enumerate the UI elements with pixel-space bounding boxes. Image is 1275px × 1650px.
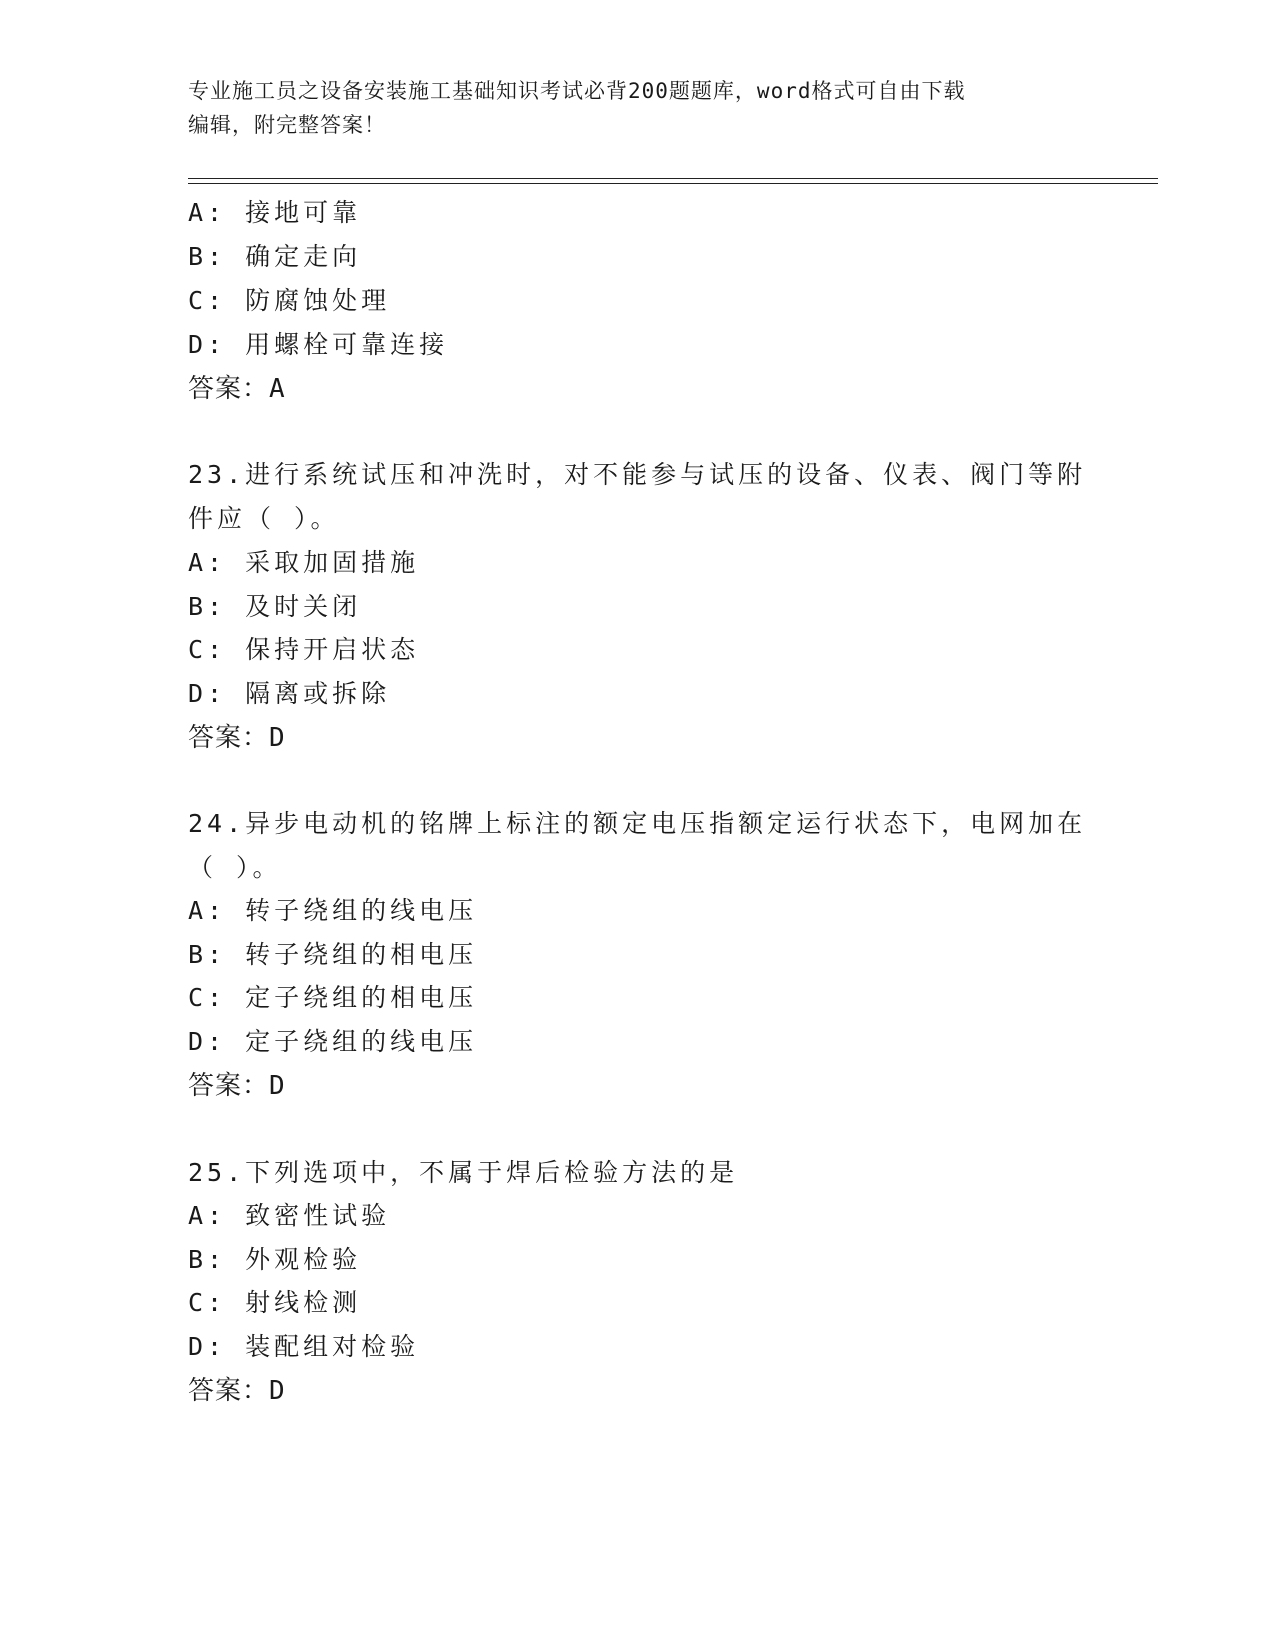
q22-option-d: D: 用螺栓可靠连接: [188, 330, 449, 359]
q24-answer: [188, 1065, 286, 1102]
q23-answer: [188, 717, 286, 754]
q22-option-b: B: 确定走向: [188, 242, 362, 271]
q24-option-c: C: 定子绕组的相电压: [188, 983, 478, 1012]
q23-option-c: C: 保持开启状态: [188, 635, 420, 664]
q23-stem-line-2: 件应（ ）。: [188, 504, 340, 533]
header-line-2: 编辑，附完整答案！: [188, 113, 386, 137]
q22-option-a: A: 接地可靠: [188, 198, 362, 227]
q25-answer: [188, 1370, 286, 1407]
q25-option-b: B: 外观检验: [188, 1245, 362, 1274]
header-divider-bottom: [188, 183, 1158, 184]
answer-label: 答案：: [188, 1376, 270, 1406]
q23-option-a: A: 采取加固措施: [188, 548, 420, 577]
q23-option-d: D: 隔离或拆除: [188, 679, 391, 708]
answer-value: D: [269, 1071, 286, 1101]
q22-answer: [188, 368, 286, 405]
q24-stem-line-1: 24.异步电动机的铭牌上标注的额定电压指额定运行状态下，电网加在: [188, 809, 1087, 838]
q25-option-a: A: 致密性试验: [188, 1201, 391, 1230]
q25-option-d: D: 装配组对检验: [188, 1332, 420, 1361]
q23-option-b: B: 及时关闭: [188, 592, 362, 621]
header-divider-top: [188, 178, 1158, 179]
header-line-1: 专业施工员之设备安装施工基础知识考试必背200题题库，word格式可自由下载: [188, 79, 966, 103]
q24-option-d: D: 定子绕组的线电压: [188, 1027, 478, 1056]
answer-label: 答案：: [188, 374, 270, 404]
document-header: [188, 74, 1088, 142]
answer-label: 答案：: [188, 1071, 270, 1101]
q24-option-a: A: 转子绕组的线电压: [188, 896, 478, 925]
q25-stem-line-1: 25.下列选项中，不属于焊后检验方法的是: [188, 1158, 739, 1187]
answer-value: D: [269, 723, 286, 753]
q24-stem-line-2: （ ）。: [188, 853, 282, 882]
answer-value: A: [269, 374, 286, 404]
q25-option-c: C: 射线检测: [188, 1288, 362, 1317]
answer-value: D: [269, 1376, 286, 1406]
q22-option-c: C: 防腐蚀处理: [188, 286, 391, 315]
q24-option-b: B: 转子绕组的相电压: [188, 940, 478, 969]
q23-stem-line-1: 23.进行系统试压和冲洗时，对不能参与试压的设备、仪表、阀门等附: [188, 460, 1087, 489]
answer-label: 答案：: [188, 723, 270, 753]
